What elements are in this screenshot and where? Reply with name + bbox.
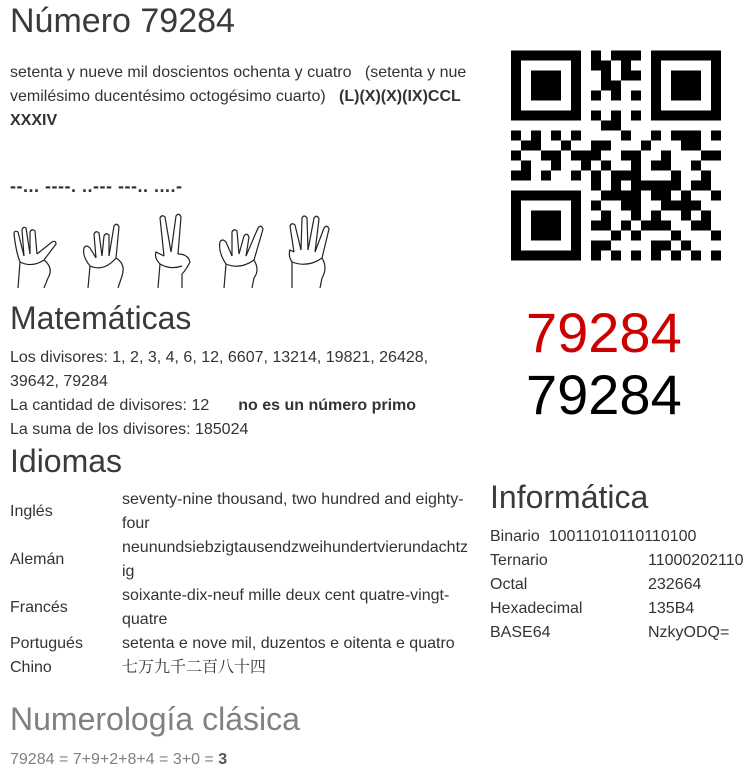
binary-label: Binario [490, 528, 540, 545]
language-row-portuguese [10, 632, 472, 656]
divisors-line2: 39642, 79284 [10, 373, 108, 390]
divisors-line1: Los divisores: 1, 2, 3, 4, 6, 12, 6607, 13214, 19821, 26428, [10, 349, 429, 366]
hand-two-icon [146, 212, 202, 288]
hand-nine-icon [78, 212, 134, 288]
ternary-row: Ternario 11000202110 [490, 552, 744, 569]
language-value: soixante-dix-neuf mille deux cent quatre-vingt- quatre [122, 587, 450, 628]
language-name: Francés [10, 599, 68, 616]
math-section [10, 346, 490, 442]
roman-numeral-line2: XXXIV [10, 112, 58, 129]
big-number-black: 79284 [526, 363, 682, 426]
page-title: Número 79284 [10, 2, 235, 40]
numerology-formula-line [10, 748, 227, 772]
language-row-chinese [10, 656, 472, 680]
language-value: seventy-nine thousand, two hundred and eighty- four [122, 491, 464, 532]
math-heading: Matemáticas [10, 300, 192, 336]
language-name: Chino [10, 659, 52, 676]
language-value: setenta e nove mil, duzentos e oitenta e quatro [122, 635, 455, 652]
hand-seven-icon [10, 212, 66, 288]
octal-row: Octal 232664 [490, 576, 702, 593]
number-words [10, 61, 480, 133]
languages-heading: Idiomas [10, 443, 123, 479]
sign-language-hands [10, 212, 338, 288]
informatics-heading: Informática [490, 479, 649, 515]
divisor-sum: La suma de los divisores: 185024 [10, 421, 249, 438]
numerology-result: 3 [218, 751, 228, 768]
base64-row: BASE64 NzkyODQ= [490, 624, 730, 641]
informatics-table [490, 525, 750, 645]
divisor-count: La cantidad de divisores: 12 [10, 397, 210, 414]
ordinal-spanish-line2: vemilésimo ducentésimo octogésimo cuarto) [10, 88, 326, 105]
hand-four-icon [282, 212, 338, 288]
ordinal-spanish-line1: (setenta y nue [364, 64, 467, 81]
language-row-french [10, 584, 472, 632]
language-value: neunundsiebzigtausendzweihundertvierundachtz ig [122, 539, 469, 580]
language-value: 七万九千二百八十四 [122, 659, 267, 676]
words-spanish: setenta y nueve mil doscientos ochenta y cuatro [10, 64, 352, 81]
language-row-german [10, 536, 472, 584]
big-number-red: 79284 [526, 301, 682, 364]
binary-row [490, 525, 750, 549]
language-row-english [10, 488, 472, 536]
numerology-heading: Numerología clásica [10, 701, 300, 737]
morse-code: --... ----. ..--- ---.. ....- [10, 176, 183, 196]
language-name: Inglés [10, 503, 53, 520]
hand-eight-icon [214, 212, 270, 288]
roman-numeral-line1: (L)(X)(X)(IX)CCL [339, 88, 461, 105]
languages-table [10, 488, 472, 680]
language-name: Portugués [10, 635, 83, 652]
language-name: Alemán [10, 551, 65, 568]
hexadecimal-row: Hexadecimal 135B4 [490, 600, 695, 617]
binary-value: 10011010110110100 [548, 528, 697, 545]
qr-code [511, 50, 721, 261]
prime-status: no es un número primo [238, 397, 417, 414]
numerology-formula: 79284 = 7+9+2+8+4 = 3+0 = [10, 751, 219, 768]
